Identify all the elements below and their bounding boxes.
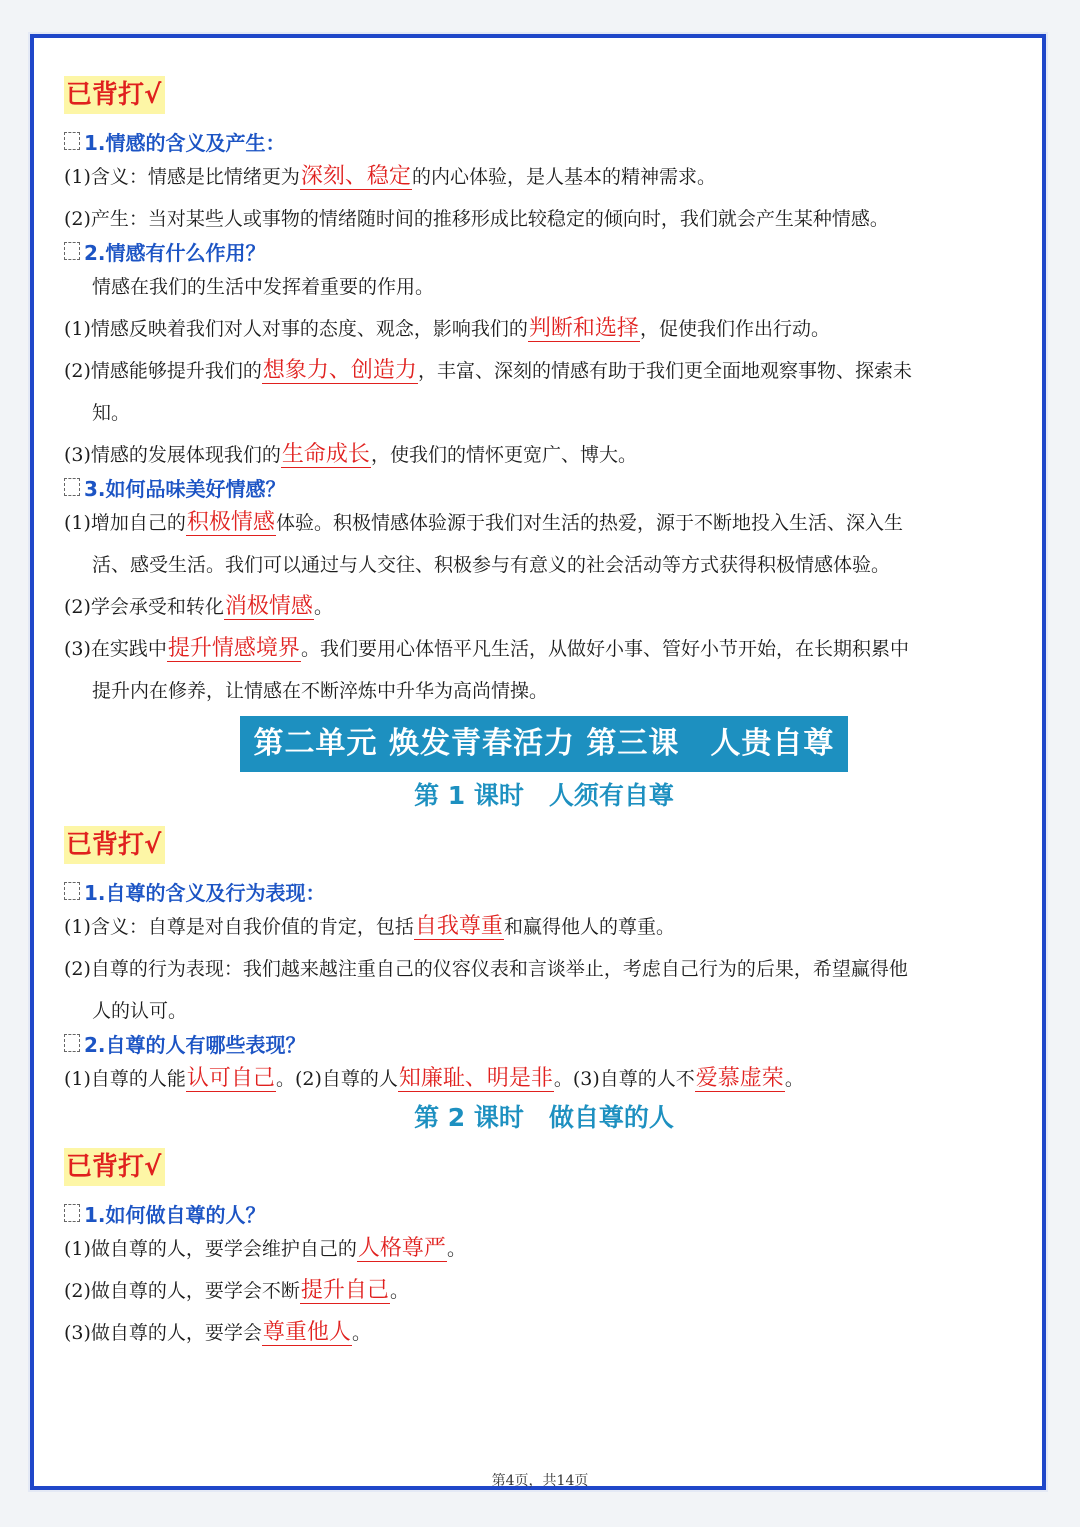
checkbox-icon[interactable] [64, 1204, 80, 1222]
answer-line: (2)产生：当对某些人或事物的情绪随时间的推移形成比较稳定的倾向时，我们就会产生某种情感。 [64, 208, 889, 230]
unit-banner: 第二单元 焕发青春活力 第三课 人贵自尊 [240, 716, 849, 772]
key-term: 提升情感境界 [167, 636, 300, 661]
text: (1)增加自己的 [64, 512, 186, 534]
question-title: 2.情感有什么作用？ [84, 241, 266, 265]
question-heading [64, 130, 1024, 156]
question-title: 3.如何品味美好情感？ [84, 477, 286, 501]
text: (1)含义：自尊是对自我价值的肯定，包括 [64, 916, 414, 938]
text: (3)做自尊的人，要学会 [64, 1322, 262, 1344]
text: (1)情感反映着我们对人对事的态度、观念，影响我们的 [64, 318, 528, 340]
answer-line [64, 502, 1024, 544]
question-heading [64, 1032, 1024, 1058]
question-title: 1.如何做自尊的人？ [84, 1203, 266, 1227]
key-term: 提升自己 [300, 1278, 389, 1303]
question-title: 1.自尊的含义及行为表现： [84, 881, 326, 905]
text: 。(3)自尊的人不 [553, 1068, 695, 1090]
answer-line: 知。 [92, 402, 131, 424]
answer-line [64, 1058, 1024, 1100]
text: 体验。积极情感体验源于我们对生活的热爱，源于不断地投入生活、深入生 [275, 512, 903, 534]
answer-line [64, 434, 1024, 476]
text: (3)情感的发展体现我们的 [64, 444, 281, 466]
answer-line: (2)自尊的行为表现：我们越来越注重自己的仪容仪表和言谈举止，考虑自己行为的后果，希望赢得他 [64, 958, 908, 980]
unit-banner-wrap [64, 716, 1024, 772]
checkbox-icon[interactable] [64, 882, 80, 900]
key-term: 深刻、稳定 [300, 164, 411, 189]
key-term: 想象力、创造力 [262, 358, 417, 383]
key-term: 自我尊重 [414, 914, 503, 939]
key-term: 人格尊严 [357, 1236, 446, 1261]
key-term: 积极情感 [186, 510, 275, 535]
text: 的内心体验，是人基本的精神需求。 [411, 166, 716, 188]
lesson-title: 第 1 课时 人须有自尊 [414, 781, 674, 810]
key-term: 爱慕虚荣 [695, 1066, 784, 1091]
text: ，促使我们作出行动。 [639, 318, 830, 340]
answer-line [64, 1270, 1024, 1312]
answer-line: 情感在我们的生活中发挥着重要的作用。 [92, 276, 435, 298]
text: (3)在实践中 [64, 638, 167, 660]
text: (1)自尊的人能 [64, 1068, 186, 1090]
answer-line [64, 350, 1024, 392]
question-heading [64, 476, 1024, 502]
page-frame [30, 34, 1046, 1490]
memorized-check-badge: 已背打√ [64, 76, 165, 114]
question-heading [64, 880, 1024, 906]
checkbox-icon[interactable] [64, 478, 80, 496]
page-content [64, 76, 1024, 1354]
answer-line: 人的认可。 [92, 1000, 188, 1022]
question-title: 2.自尊的人有哪些表现？ [84, 1033, 306, 1057]
key-term: 认可自己 [186, 1066, 275, 1091]
key-term: 知廉耻、明是非 [398, 1066, 553, 1091]
memorized-check-badge: 已背打√ [64, 826, 165, 864]
text: 和赢得他人的尊重。 [503, 916, 675, 938]
question-heading [64, 240, 1024, 266]
answer-line: 提升内在修养，让情感在不断淬炼中升华为高尚情操。 [92, 680, 549, 702]
lesson-title: 第 2 课时 做自尊的人 [414, 1103, 674, 1132]
text: 。 [446, 1238, 466, 1260]
answer-line: 活、感受生活。我们可以通过与人交往、积极参与有意义的社会活动等方式获得积极情感体验。 [92, 554, 891, 576]
key-term: 尊重他人 [262, 1320, 351, 1345]
checkbox-icon[interactable] [64, 1034, 80, 1052]
text: (2)学会承受和转化 [64, 596, 224, 618]
text: ，丰富、深刻的情感有助于我们更全面地观察事物、探索未 [417, 360, 912, 382]
text: 。 [784, 1068, 804, 1090]
text: 。 [351, 1322, 371, 1344]
answer-line [64, 586, 1024, 628]
answer-line [64, 906, 1024, 948]
text: 。(2)自尊的人 [275, 1068, 398, 1090]
text: (1)含义：情感是比情绪更为 [64, 166, 300, 188]
checkbox-icon[interactable] [64, 132, 80, 150]
answer-line [64, 308, 1024, 350]
question-heading [64, 1202, 1024, 1228]
text: (2)情感能够提升我们的 [64, 360, 262, 382]
answer-line [64, 1312, 1024, 1354]
text: 。 [313, 596, 333, 618]
question-title: 1.情感的含义及产生： [84, 131, 286, 155]
checkbox-icon[interactable] [64, 242, 80, 260]
memorized-check-badge: 已背打√ [64, 1148, 165, 1186]
text: 。我们要用心体悟平凡生活，从做好小事、管好小节开始，在长期积累中 [300, 638, 909, 660]
key-term: 判断和选择 [528, 316, 639, 341]
text: (2)做自尊的人，要学会不断 [64, 1280, 300, 1302]
answer-line [64, 628, 1024, 670]
key-term: 生命成长 [281, 442, 370, 467]
key-term: 消极情感 [224, 594, 313, 619]
text: (1)做自尊的人，要学会维护自己的 [64, 1238, 357, 1260]
answer-line [64, 1228, 1024, 1270]
text: ，使我们的情怀更宽广、博大。 [370, 444, 637, 466]
answer-line [64, 156, 1024, 198]
page-footer: 第4页，共14页 [491, 1473, 589, 1489]
text: 。 [389, 1280, 409, 1302]
